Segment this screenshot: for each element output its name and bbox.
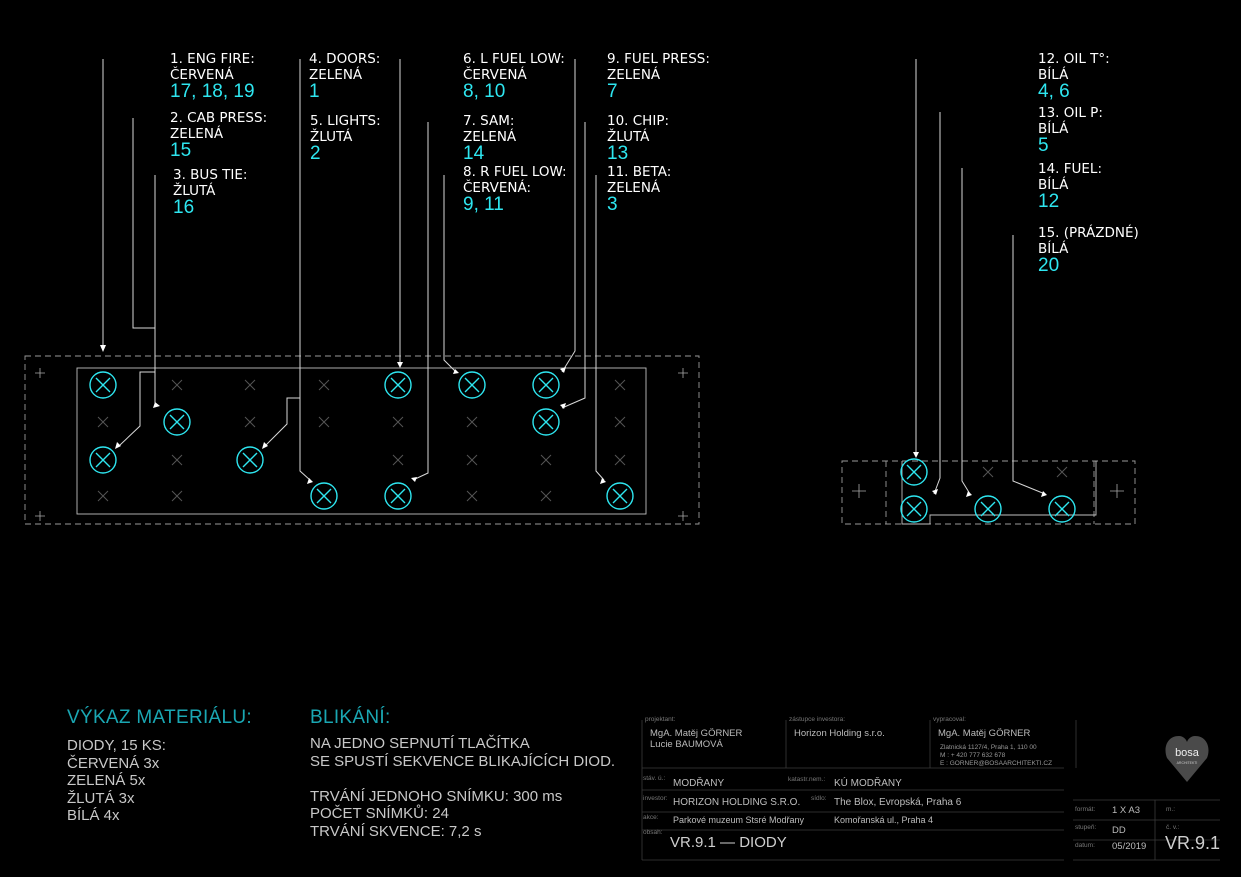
vypracoval-value: MgA. Matěj GÖRNER	[938, 728, 1031, 739]
empty-slot-mark	[319, 380, 329, 390]
diode-mark	[975, 496, 1001, 522]
diode-mark	[385, 483, 411, 509]
empty-slot-mark	[393, 417, 403, 427]
katastr-label: katastr.nem.:	[788, 776, 826, 783]
blinking-line: TRVÁNÍ JEDNOHO SNÍMKU: 300 ms	[310, 787, 563, 805]
stupen-label: stupeň:	[1075, 824, 1097, 831]
callout-2	[170, 110, 267, 160]
datum-label: datum:	[1075, 842, 1095, 849]
empty-slot-mark	[319, 417, 329, 427]
callout-numbers: 17, 18, 19	[170, 81, 255, 102]
empty-slot-mark	[172, 455, 182, 465]
callout-title: 15. (PRÁZDNÉ)	[1038, 225, 1139, 241]
contact-info	[940, 744, 1052, 768]
callout-8	[463, 164, 567, 214]
material-line: ŽLUTÁ 3x	[67, 789, 135, 807]
callout-title: 12. OIL T°:	[1038, 51, 1110, 67]
callout-title: 5. LIGHTS:	[310, 113, 381, 129]
empty-slot-mark	[615, 380, 625, 390]
callout-color: ŽLUTÁ	[607, 129, 650, 145]
diode-mark	[1049, 496, 1075, 522]
callout-color: BÍLÁ	[1038, 67, 1069, 83]
callout-10	[607, 113, 669, 163]
projektant-value	[650, 728, 742, 750]
blinking-line: NA JEDNO SEPNUTÍ TLAČÍTKA	[310, 735, 530, 752]
diode-mark	[533, 372, 559, 398]
diode-mark	[237, 447, 263, 473]
empty-slot-mark	[1057, 467, 1067, 477]
callout-numbers: 7	[607, 81, 618, 102]
blinking-line: SE SPUSTÍ SEKVENCE BLIKAJÍCÍCH DIOD.	[310, 752, 616, 770]
callout-color: ČERVENÁ	[463, 67, 527, 83]
left-panel-inner	[77, 368, 646, 514]
empty-slot-mark	[983, 467, 993, 477]
sidlo-value: The Blox, Evropská, Praha 6	[834, 797, 962, 808]
diode-mark	[901, 496, 927, 522]
empty-slot-mark	[98, 491, 108, 501]
callout-numbers: 20	[1038, 255, 1060, 276]
diode-mark	[90, 372, 116, 398]
callout-title: 1. ENG FIRE:	[170, 51, 255, 67]
callout-title: 10. CHIP:	[607, 113, 670, 129]
diode-mark	[90, 447, 116, 473]
diode-mark	[311, 483, 337, 509]
callout-color: ŽLUTÁ	[310, 129, 353, 145]
corner-marks	[35, 368, 1124, 521]
callout-title: 11. BETA:	[607, 164, 672, 180]
callout-color: ZELENÁ	[607, 180, 661, 196]
callout-1	[170, 51, 255, 101]
empty-slot-mark	[467, 455, 477, 465]
akce-label: akce:	[643, 814, 659, 821]
obsah-label: obsah:	[643, 829, 663, 836]
contact-line: M : + 420 777 632 678	[940, 752, 1006, 759]
blinking-line: TRVÁNÍ SKVENCE: 7,2 s	[310, 822, 482, 840]
material-line: BÍLÁ 4x	[67, 807, 120, 824]
callout-9	[607, 51, 710, 101]
material-title: VÝKAZ MATERIÁLU:	[67, 707, 252, 728]
callout-color: ZELENÁ	[463, 129, 517, 145]
callout-color: ZELENÁ	[170, 126, 224, 142]
callout-title: 4. DOORS:	[309, 51, 381, 67]
projektant-name: MgA. Matěj GÖRNER	[650, 728, 743, 739]
callout-color: BÍLÁ	[1038, 121, 1069, 137]
material-line: DIODY, 15 KS:	[67, 737, 166, 754]
blinking-text	[310, 735, 615, 840]
projektant-name: Lucie BAUMOVÁ	[650, 739, 723, 750]
logo-subtext: ARCHITEKTI	[1176, 761, 1198, 765]
logo-text: bosa	[1175, 747, 1199, 759]
empty-slot-mark	[467, 491, 477, 501]
diode-marks	[90, 372, 1075, 522]
contact-line: Zlatnická 1127/4, Praha 1, 110 00	[940, 744, 1037, 751]
stav-label: stáv. ú.:	[643, 775, 666, 782]
empty-slot-mark	[541, 491, 551, 501]
callout-color: ČERVENÁ:	[463, 180, 532, 196]
investor-value: HORIZON HOLDING S.R.O.	[673, 797, 801, 808]
empty-slot-mark	[393, 455, 403, 465]
obsah-value: VR.9.1 — DIODY	[670, 834, 787, 851]
contact-line: E : GORNER@BOSAARCHITEKTI.CZ	[940, 760, 1053, 767]
callout-12	[1038, 51, 1110, 101]
callout-color: ZELENÁ	[607, 67, 661, 83]
callout-numbers: 2	[310, 143, 321, 164]
callout-numbers: 12	[1038, 191, 1060, 212]
callout-numbers: 5	[1038, 135, 1049, 156]
diode-mark	[164, 409, 190, 435]
callout-title: 8. R FUEL LOW:	[463, 164, 567, 180]
callout-7	[463, 113, 516, 163]
callout-4	[309, 51, 380, 101]
callout-title: 7. SAM:	[463, 113, 515, 129]
callout-13	[1038, 105, 1103, 155]
blinking-line: POČET SNÍMKŮ: 24	[310, 805, 449, 822]
bosa-logo	[1166, 736, 1209, 782]
callout-numbers: 4, 6	[1038, 81, 1070, 102]
material-line: ZELENÁ 5x	[67, 772, 146, 789]
callout-title: 6. L FUEL LOW:	[463, 51, 565, 67]
callout-14	[1038, 161, 1102, 211]
empty-slot-mark	[615, 417, 625, 427]
material-list	[67, 737, 166, 825]
blinking-line	[310, 770, 615, 788]
callout-15	[1038, 225, 1139, 275]
cv-label: č. v.:	[1166, 824, 1180, 831]
format-label: formát:	[1075, 806, 1096, 813]
stupen-value: DD	[1112, 825, 1126, 836]
callout-color: ŽLUTÁ	[173, 183, 216, 199]
callout-title: 9. FUEL PRESS:	[607, 51, 710, 67]
akce-address: Komořanská ul., Praha 4	[834, 815, 934, 825]
callout-title: 2. CAB PRESS:	[170, 110, 268, 126]
empty-slot-mark	[467, 417, 477, 427]
vypracoval-label: vypracoval:	[933, 716, 966, 723]
diode-mark	[459, 372, 485, 398]
empty-slot-mark	[172, 380, 182, 390]
panel-outlines	[25, 356, 1135, 524]
empty-slot-mark	[541, 455, 551, 465]
empty-slot-mark	[245, 417, 255, 427]
akce-value: Parkové muzeum Stsré Modřany	[673, 815, 805, 825]
left-panel-outline	[25, 356, 699, 524]
callout-title: 13. OIL P:	[1038, 105, 1103, 121]
zastupce-label: zástupce investora:	[789, 716, 846, 723]
stav-value: MODŘANY	[673, 778, 725, 789]
katastr-value: KÚ MODŘANY	[834, 778, 902, 789]
callout-6	[463, 51, 565, 101]
callout-color: ZELENÁ	[309, 67, 363, 83]
callout-color: ČERVENÁ	[170, 67, 234, 83]
empty-slot-mark	[98, 417, 108, 427]
callout-numbers: 8, 10	[463, 81, 506, 102]
diode-mark	[901, 459, 927, 485]
projektant-label: projektant:	[645, 716, 676, 723]
zastupce-value: Horizon Holding s.r.o.	[794, 728, 885, 739]
format-value: 1 X A3	[1112, 805, 1140, 816]
drawing-number: VR.9.1	[1165, 833, 1221, 853]
callout-color: BÍLÁ	[1038, 241, 1069, 257]
callout-3	[173, 167, 247, 217]
empty-slot-mark	[245, 380, 255, 390]
callout-color: BÍLÁ	[1038, 177, 1069, 193]
diode-mark	[385, 372, 411, 398]
callout-numbers: 16	[173, 197, 195, 218]
callout-numbers: 1	[309, 81, 320, 102]
callout-11	[607, 164, 671, 214]
callout-5	[310, 113, 381, 163]
material-line: ČERVENÁ 3x	[67, 754, 160, 772]
diode-mark	[533, 409, 559, 435]
empty-slot-mark	[172, 491, 182, 501]
investor-label: investor:	[643, 795, 668, 802]
callout-numbers: 13	[607, 143, 629, 164]
m-label: m.:	[1166, 806, 1176, 813]
callout-numbers: 15	[170, 140, 192, 161]
sidlo-label: sídlo:	[811, 795, 827, 802]
diode-mark	[607, 483, 633, 509]
callout-numbers: 14	[463, 143, 485, 164]
callout-numbers: 3	[607, 194, 618, 215]
callout-title: 3. BUS TIE:	[173, 167, 248, 183]
callout-title: 14. FUEL:	[1038, 161, 1103, 177]
datum-value: 05/2019	[1112, 841, 1147, 852]
callout-numbers: 9, 11	[463, 194, 504, 215]
blinking-title: BLIKÁNÍ:	[310, 707, 391, 728]
empty-slot-mark	[615, 455, 625, 465]
